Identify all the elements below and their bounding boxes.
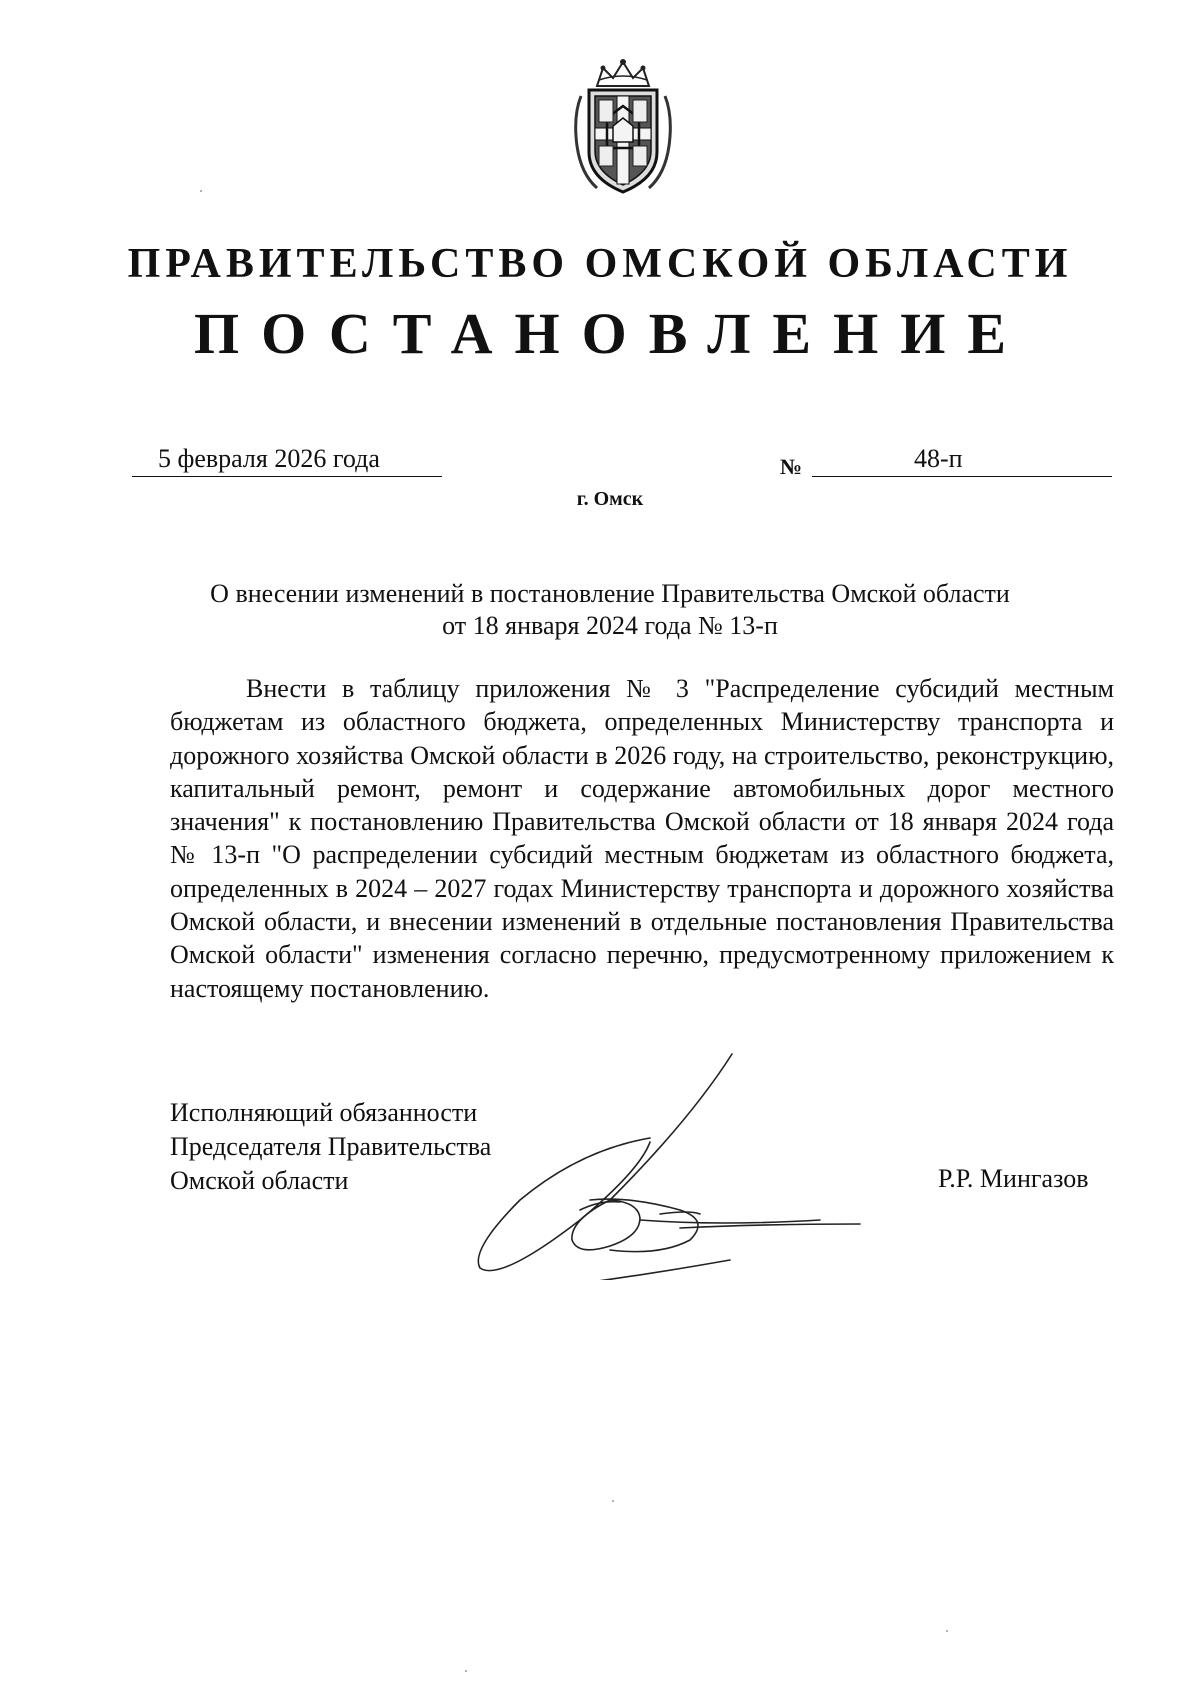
scan-speck [946, 1630, 948, 1632]
subject-line-1: О внесении изменений в постановление Правительства Омской области [210, 579, 1010, 608]
scan-speck [612, 1500, 614, 1502]
document-type-title: ПОСТАНОВЛЕНИЕ [193, 301, 1029, 366]
signer-position-line-3: Омской области [170, 1166, 349, 1195]
signer-position-line-1: Исполняющий обязанности [170, 1098, 478, 1127]
subject-line-2: от 18 января 2024 года № 13-п [442, 611, 778, 640]
body-paragraph: Внести в таблицу приложения № 3 "Распределение субсидий местным бюджетам из областного бюджета, определенных Министерству транспорта и дорожного хозяйства Омской области в 2026 году, на строительство, реконструкцию, капитальный ремонт, ремонт и содержание автомобильных дорог местного значения" к постановлению Правительства Омской области от 18 января 2024 года № 13-п "О распределении субсидий местным бюджетам из областного бюджета, определенных в 2024 – 2027 годах Министерству транспорта и дорожного хозяйства Омской области, и внесении изменений в отдельные постановления Правительства Омской области" изменения согласно перечню, предусмотренному приложением к настоящему постановлению. [170, 674, 1114, 1003]
document-date-field [132, 442, 442, 477]
number-label: № [780, 454, 803, 479]
document-number-field [812, 442, 1112, 477]
signer-position [170, 1096, 491, 1198]
coat-of-arms-icon [567, 56, 679, 196]
scan-speck [200, 190, 202, 192]
scan-speck [465, 1670, 467, 1672]
government-title: ПРАВИТЕЛЬСТВО ОМСКОЙ ОБЛАСТИ [127, 241, 1073, 287]
document-date: 5 февраля 2026 года [158, 444, 380, 473]
signer-position-line-2: Председателя Правительства [170, 1132, 492, 1161]
document-city: г. Омск [576, 488, 644, 510]
signer-name: Р.Р. Мингазов [938, 1164, 1089, 1193]
signature-icon [460, 1050, 900, 1280]
document-subject [150, 578, 1070, 642]
document-number: 48-п [914, 444, 963, 473]
